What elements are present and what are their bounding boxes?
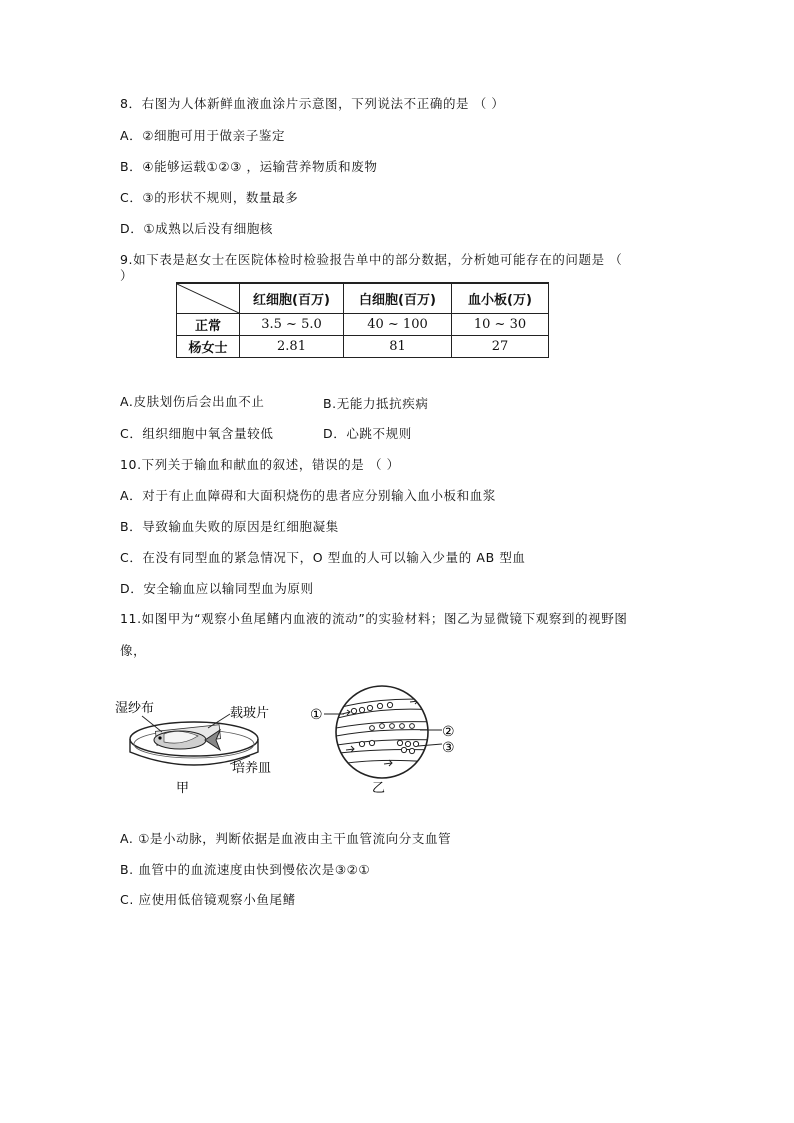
label-slide: 载玻片 [230, 706, 270, 721]
diagonal-line [177, 284, 239, 313]
cell-patient-rbc: 2.81 [240, 336, 344, 358]
header-wbc: 白细胞(百万) [344, 283, 452, 314]
q8-option-c: C．③的形状不规则，数量最多 [120, 190, 299, 205]
q8-stem: 8．右图为人体新鲜血液血涂片示意图，下列说法不正确的是 （ ） [120, 96, 505, 111]
microscope-field-icon [336, 686, 428, 778]
row-label-normal: 正常 [177, 314, 240, 336]
cell-normal-platelet: 10 ~ 30 [452, 314, 549, 336]
marker-1: ① [310, 707, 323, 723]
cell-patient-wbc: 81 [344, 336, 452, 358]
q10-option-d: D．安全输血应以输同型血为原则 [120, 581, 314, 596]
q8-option-b: B．④能够运载①②③ ，运输营养物质和废物 [120, 159, 378, 174]
q10-stem: 10.下列关于输血和献血的叙述，错误的是 （ ） [120, 457, 400, 472]
label-dish: 培养皿 [232, 761, 272, 776]
cell-normal-wbc: 40 ~ 100 [344, 314, 452, 336]
q8-option-d: D．①成熟以后没有细胞核 [120, 221, 274, 236]
q9-option-a: A.皮肤划伤后会出血不止 [120, 394, 265, 409]
q11-stem-line1: 11.如图甲为“观察小鱼尾鳍内血液的流动”的实验材料；图乙为显微镜下观察到的视野图 [120, 611, 628, 626]
caption-yi: 乙 [372, 781, 386, 796]
q10-option-c: C．在没有同型血的紧急情况下，O 型血的人可以输入少量的 AB 型血 [120, 550, 526, 565]
q10-option-b: B．导致输血失败的原因是红细胞凝集 [120, 519, 339, 534]
q8-option-a: A．②细胞可用于做亲子鉴定 [120, 128, 286, 143]
diagonal-corner-cell [177, 283, 240, 314]
q10-option-a: A．对于有止血障碍和大面积烧伤的患者应分别输入血小板和血浆 [120, 488, 496, 503]
q11-option-c: C. 应使用低倍镜观察小鱼尾鳍 [120, 892, 296, 907]
q9-option-d: D．心跳不规则 [323, 426, 412, 441]
header-platelet: 血小板(万) [452, 283, 549, 314]
label-wet-gauze: 湿纱布 [115, 701, 155, 716]
cell-patient-platelet: 27 [452, 336, 549, 358]
blood-report-table [176, 282, 549, 358]
q9-option-c: C．组织细胞中氧含量较低 [120, 426, 274, 441]
table-row [177, 336, 549, 358]
figure-yi [310, 680, 475, 796]
q9-stem-line1: 9.如下表是赵女士在医院体检时检验报告单中的部分数据，分析她可能存在的问题是 （ [120, 252, 623, 267]
table-header-row [177, 283, 549, 314]
q11-option-a: A. ①是小动脉，判断依据是血液由主干血管流向分支血管 [120, 831, 452, 846]
header-rbc: 红细胞(百万) [240, 283, 344, 314]
marker-3: ③ [442, 740, 455, 756]
q9-option-b: B.无能力抵抗疾病 [323, 396, 429, 411]
marker-2: ② [442, 724, 455, 740]
q9-stem-line2: ） [120, 268, 134, 283]
figure-jia [112, 692, 287, 797]
row-label-patient: 杨女士 [177, 336, 240, 358]
table-row [177, 314, 549, 336]
q11-option-b: B. 血管中的血流速度由快到慢依次是③②① [120, 862, 371, 877]
q11-stem-line2: 像， [120, 643, 147, 658]
cell-normal-rbc: 3.5 ~ 5.0 [240, 314, 344, 336]
caption-jia: 甲 [176, 781, 190, 796]
